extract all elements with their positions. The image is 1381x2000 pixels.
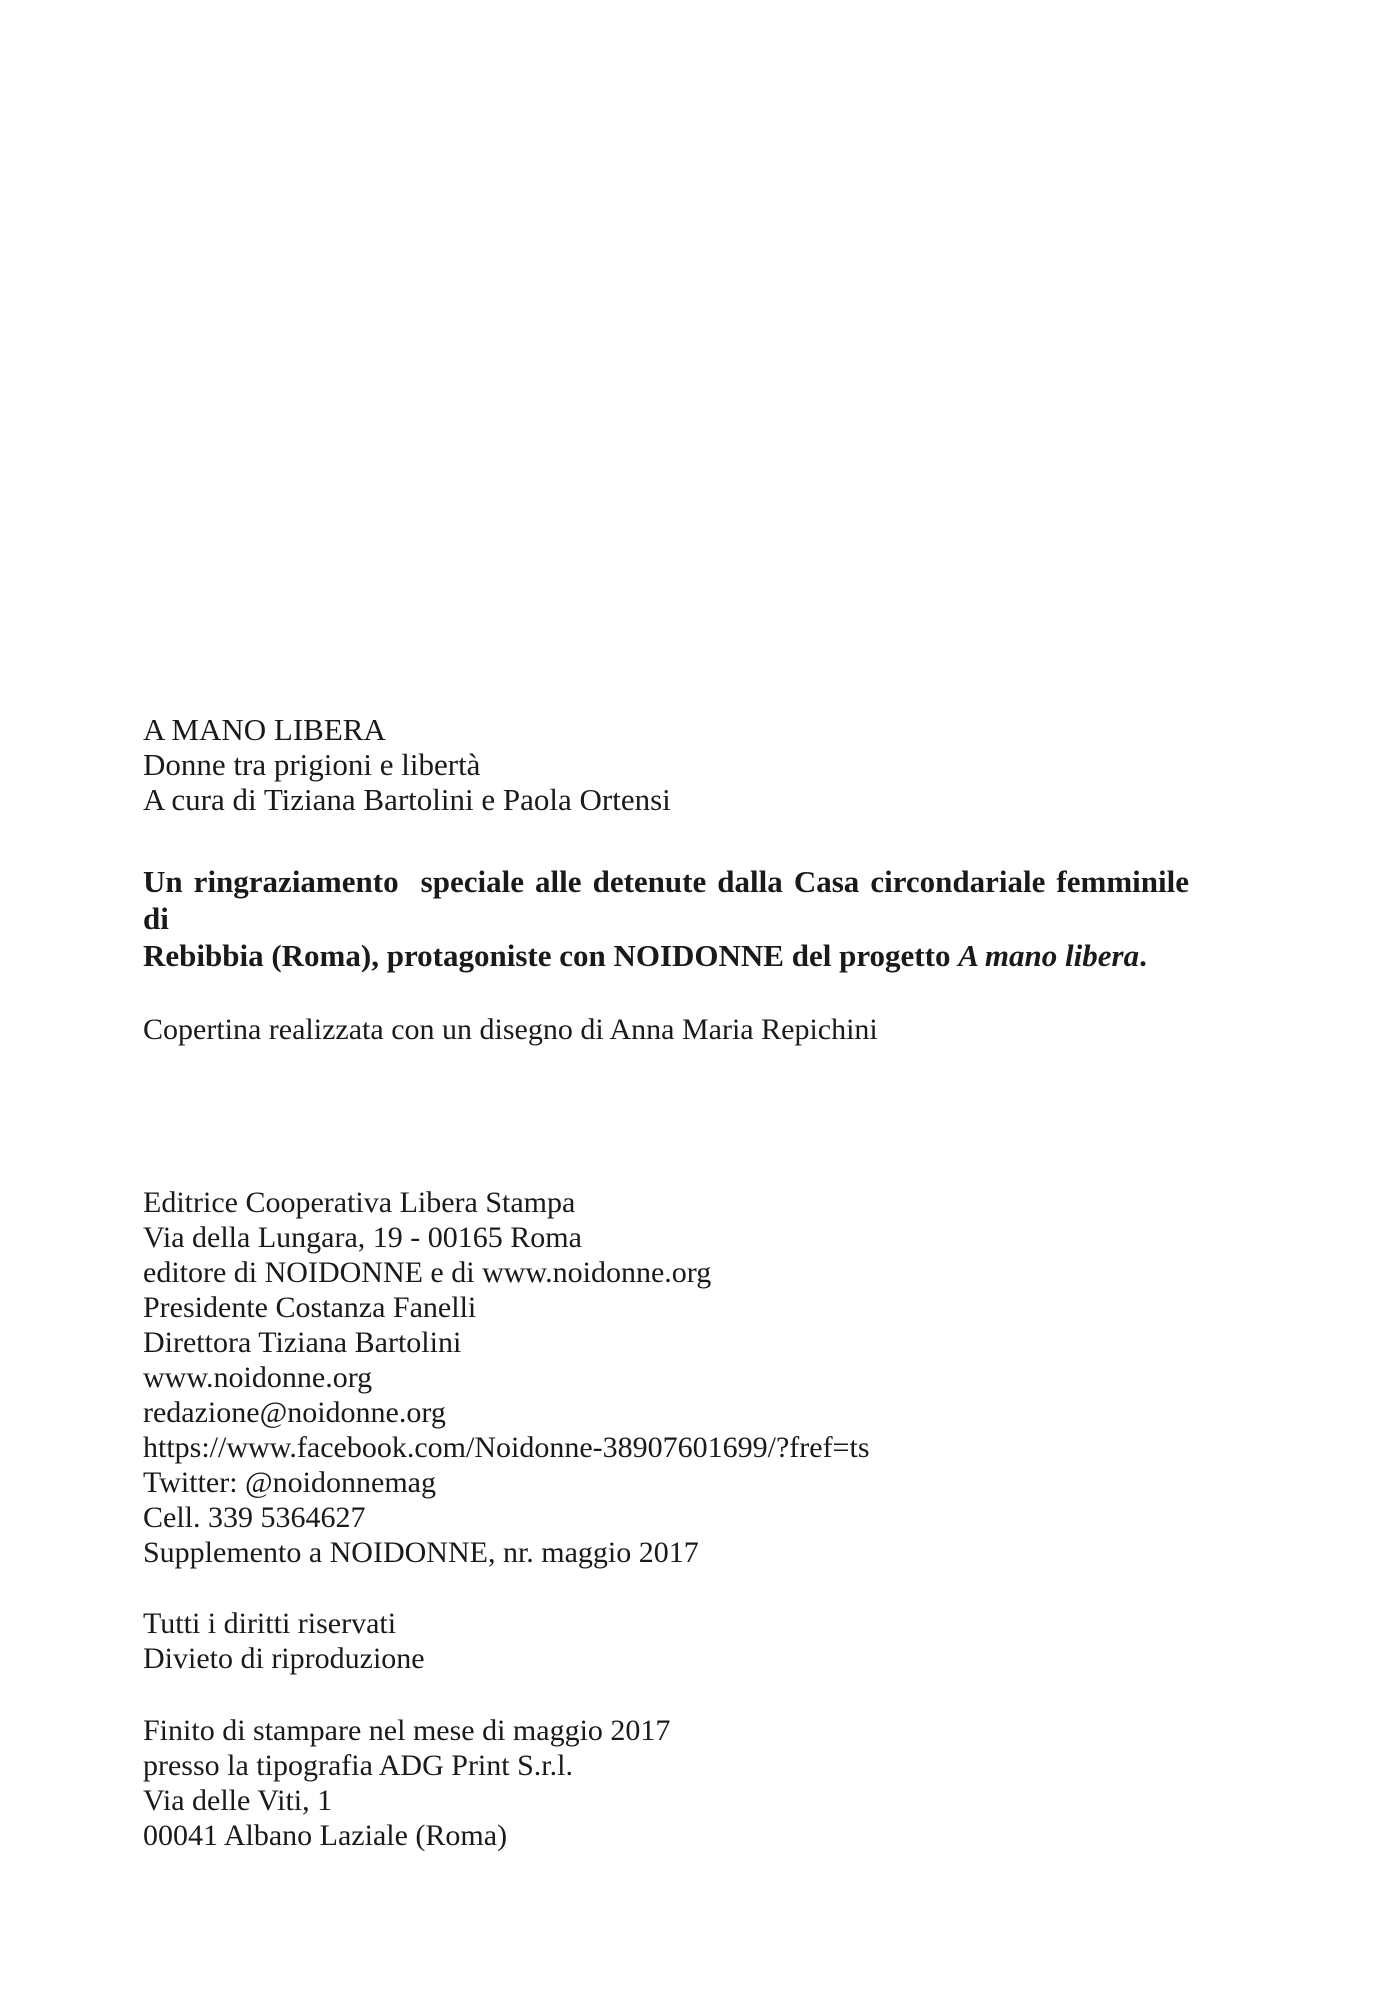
rights-reserved-line: Tutti i diritti riservati — [143, 1607, 397, 1640]
printer-address-line: Via delle Viti, 1 — [143, 1784, 333, 1817]
acknowledgment-line-2-text: Rebibbia (Roma), protagoniste con NOIDONNE del progetto — [143, 938, 959, 973]
acknowledgment-line-2 — [143, 937, 1189, 974]
acknowledgment-line-2-period: . — [1139, 938, 1147, 973]
book-subtitle: Donne tra prigioni e libertà — [143, 747, 481, 782]
publisher-role: editore di NOIDONNE e di www.noidonne.org — [143, 1256, 712, 1289]
print-date-line: Finito di stampare nel mese di maggio 2017 — [143, 1714, 671, 1747]
acknowledgment-line-1: Un ringraziamento speciale alle detenute dalla Casa circondariale femminile di — [143, 864, 1197, 936]
email-line: redazione@noidonne.org — [143, 1396, 446, 1429]
publisher-name: Editrice Cooperativa Libera Stampa — [143, 1186, 576, 1219]
book-editors: A cura di Tiziana Bartolini e Paola Ortensi — [143, 782, 671, 817]
twitter-line: Twitter: @noidonnemag — [143, 1466, 436, 1499]
printer-name-line: presso la tipografia ADG Print S.r.l. — [143, 1749, 573, 1782]
cover-credit-block — [143, 1012, 1189, 1047]
title-block — [143, 712, 1189, 817]
publisher-address: Via della Lungara, 19 - 00165 Roma — [143, 1221, 582, 1254]
acknowledgment-paragraph — [143, 863, 1197, 974]
no-reproduction-line: Divieto di riproduzione — [143, 1642, 425, 1675]
book-title: A MANO LIBERA — [143, 712, 386, 747]
supplement-line: Supplemento a NOIDONNE, nr. maggio 2017 — [143, 1536, 699, 1569]
colophon-content — [143, 712, 1197, 1853]
publisher-block — [143, 1185, 1189, 1570]
printer-city-line: 00041 Albano Laziale (Roma) — [143, 1819, 508, 1852]
phone-line: Cell. 339 5364627 — [143, 1501, 366, 1534]
president-line: Presidente Costanza Fanelli — [143, 1291, 477, 1324]
rights-block — [143, 1606, 1189, 1676]
cover-credit: Copertina realizzata con un disegno di Anna Maria Repichini — [143, 1013, 878, 1046]
project-title-italic: A mano libera — [958, 938, 1140, 973]
website-line: www.noidonne.org — [143, 1361, 373, 1394]
printing-block — [143, 1713, 1189, 1853]
facebook-line: https://www.facebook.com/Noidonne-38907601699/?fref=ts — [143, 1431, 870, 1464]
director-line: Direttora Tiziana Bartolini — [143, 1326, 462, 1359]
